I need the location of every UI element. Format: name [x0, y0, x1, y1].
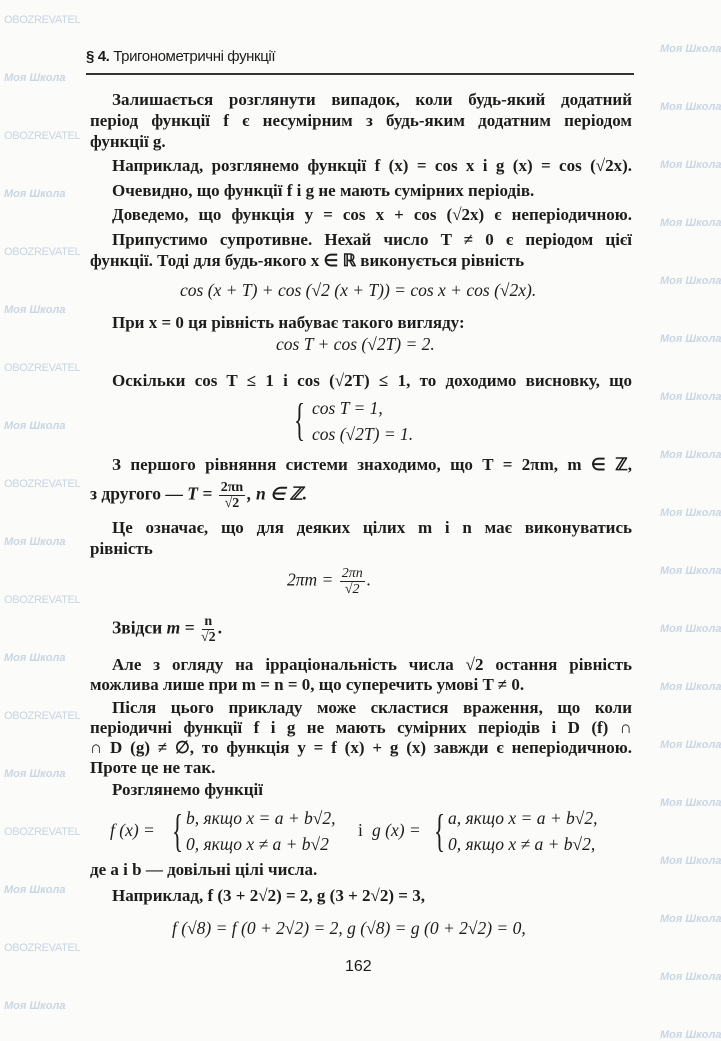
text-line: Оскільки cos T ≤ 1 і cos (√2T) ≤ 1, то доходимо висновку, що	[112, 371, 632, 390]
section-title: Тригонометричні функції	[113, 48, 276, 65]
system-equation: cos T = 1,	[312, 398, 383, 418]
running-header	[86, 48, 275, 65]
watermark-school: Моя Школа	[660, 971, 721, 983]
watermark-brand: OBOZREVATEL	[4, 942, 81, 954]
text-line: Наприклад, f (3 + 2√2) = 2, g (3 + 2√2) = 3,	[112, 886, 425, 905]
header-rule	[86, 73, 634, 75]
piecewise-case: 0, якщо x ≠ a + b√2,	[448, 834, 596, 854]
text-line: функції g.	[90, 132, 166, 151]
watermark-school: Моя Школа	[660, 101, 721, 113]
piecewise-case: a, якщо x = a + b√2,	[448, 808, 598, 828]
piecewise-brace: {	[172, 805, 184, 856]
math: .	[217, 617, 223, 638]
equation: f (√8) = f (0 + 2√2) = 2, g (√8) = g (0 + 2√2) = 0,	[172, 918, 526, 938]
watermark-brand: OBOZREVATEL	[4, 14, 81, 26]
watermark-school: Моя Школа	[4, 768, 66, 780]
text-line: функції. Тоді для будь-якого x ∈ ℝ виконується рівність	[90, 251, 525, 270]
watermark-school: Моя Школа	[4, 420, 66, 432]
watermark-school: Моя Школа	[660, 391, 721, 403]
watermark-school: Моя Школа	[660, 333, 721, 345]
numerator: n	[204, 614, 213, 629]
piecewise-brace: {	[434, 805, 446, 856]
watermark-brand: OBOZREVATEL	[4, 594, 81, 606]
watermark-brand: OBOZREVATEL	[4, 710, 81, 722]
equation: g (x) =	[372, 820, 421, 840]
section-number: § 4.	[86, 48, 110, 65]
watermark-brand: OBOZREVATEL	[4, 826, 81, 838]
conjunction: і	[358, 820, 363, 840]
math: 2πm =	[287, 569, 334, 590]
watermark-school: Моя Школа	[660, 159, 721, 171]
equation	[287, 566, 371, 597]
watermark-school: Моя Школа	[660, 507, 721, 519]
text-line: Розглянемо функції	[112, 780, 263, 799]
text-line: рівність	[90, 539, 153, 558]
equation: cos (x + T) + cos (√2 (x + T)) = cos x + cos (√2x).	[180, 280, 537, 300]
text-line: Але з огляду на ірраціональність числа √2 остання рівність	[112, 655, 632, 674]
watermark-school: Моя Школа	[4, 72, 66, 84]
watermark-school: Моя Школа	[660, 797, 721, 809]
watermark-school: Моя Школа	[4, 536, 66, 548]
watermark-school: Моя Школа	[660, 913, 721, 925]
text-line: При x = 0 ця рівність набуває такого вигляду:	[112, 313, 465, 332]
equation	[90, 480, 307, 511]
denominator: √2	[224, 496, 240, 511]
text-line: періодичні функції f і g не мають сумірних періодів і D (f) ∩	[90, 718, 632, 737]
fraction	[201, 614, 216, 645]
watermark-school: Моя Школа	[660, 1029, 721, 1041]
equation: cos T + cos (√2T) = 2.	[276, 334, 435, 354]
watermark-brand: OBOZREVATEL	[4, 362, 81, 374]
text-line: Залишається розглянути випадок, коли будь-який додатний	[112, 90, 632, 109]
watermark-brand: OBOZREVATEL	[4, 246, 81, 258]
watermark-school: Моя Школа	[660, 681, 721, 693]
math: , n ∈ ℤ.	[247, 483, 308, 504]
piecewise-case: 0, якщо x ≠ a + b√2	[186, 834, 329, 854]
text-line: період функції f є несумірним з будь-яким додатним періодом	[90, 111, 632, 130]
watermark-school: Моя Школа	[660, 217, 721, 229]
equation	[112, 614, 222, 645]
fraction	[219, 480, 245, 511]
text-line: Це означає, що для деяких цілих m і n має виконуватись	[112, 518, 632, 537]
text-fragment: з другого —	[90, 483, 183, 504]
numerator: 2πn	[341, 566, 363, 581]
text-line: можлива лише при m = n = 0, що суперечить умові T ≠ 0.	[90, 675, 525, 694]
text-line: Доведемо, що функція y = cos x + cos (√2x) є неперіодичною.	[112, 205, 632, 224]
fraction	[340, 566, 365, 597]
text-line: Проте це не так.	[90, 758, 216, 777]
math: .	[366, 569, 372, 590]
math: m =	[166, 617, 195, 638]
watermark-school: Моя Школа	[660, 43, 721, 55]
text-line: ∩ D (g) ≠ ∅, то функція y = f (x) + g (x) завжди є неперіодичною.	[90, 738, 632, 757]
piecewise-case: b, якщо x = a + b√2,	[186, 808, 336, 828]
watermark-brand: OBOZREVATEL	[4, 478, 81, 490]
watermark-school: Моя Школа	[4, 652, 66, 664]
watermark-school: Моя Школа	[660, 739, 721, 751]
watermark-school: Моя Школа	[4, 304, 66, 316]
watermark-brand: OBOZREVATEL	[4, 130, 81, 142]
watermark-school: Моя Школа	[660, 855, 721, 867]
text-fragment: Звідси	[112, 617, 163, 638]
math: T =	[187, 483, 213, 504]
text-line: З першого рівняння системи знаходимо, що T = 2πm, m ∈ ℤ,	[112, 455, 632, 474]
watermark-school: Моя Школа	[4, 188, 66, 200]
watermark-school: Моя Школа	[660, 275, 721, 287]
page-number: 162	[345, 958, 372, 975]
system-equation: cos (√2T) = 1.	[312, 424, 414, 444]
watermark-school: Моя Школа	[4, 884, 66, 896]
watermark-school: Моя Школа	[660, 623, 721, 635]
watermark-school: Моя Школа	[660, 449, 721, 461]
text-line: Після цього прикладу може скластися враження, що коли	[112, 698, 632, 717]
equation: f (x) =	[110, 820, 155, 840]
text-line: де a і b — довільні цілі числа.	[90, 860, 318, 879]
system-brace: {	[294, 394, 306, 445]
denominator: √2	[344, 582, 360, 597]
numerator: 2πn	[220, 480, 244, 495]
text-line: Наприклад, розглянемо функції f (x) = cos x і g (x) = cos (√2x).	[112, 156, 632, 175]
denominator: √2	[200, 630, 216, 645]
watermark-school: Моя Школа	[4, 1000, 66, 1012]
watermark-school: Моя Школа	[660, 565, 721, 577]
text-line: Припустимо супротивне. Нехай число T ≠ 0 є періодом цієї	[112, 230, 632, 249]
text-line: Очевидно, що функції f і g не мають сумірних періодів.	[112, 181, 535, 200]
